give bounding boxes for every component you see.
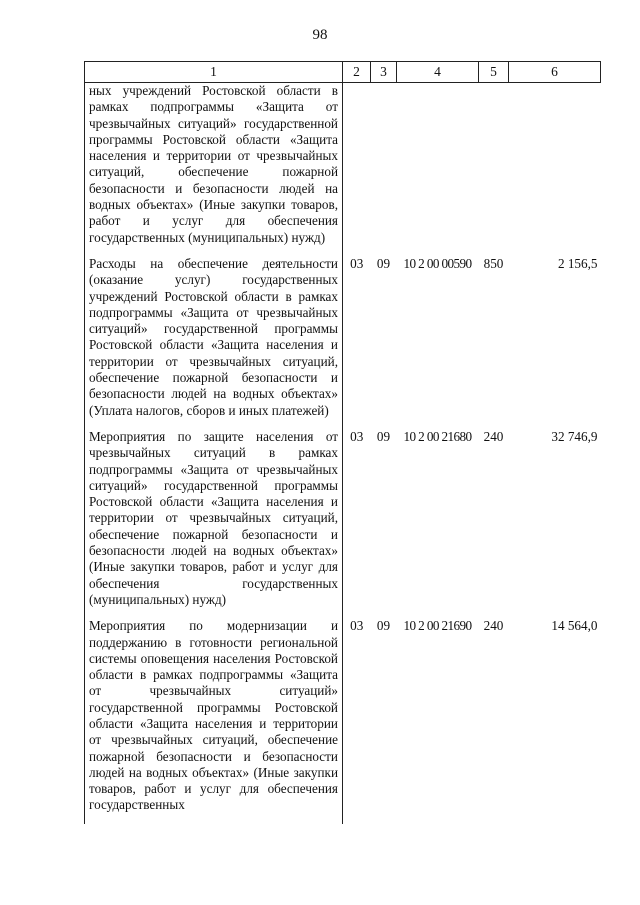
row-target-code (397, 83, 479, 256)
column-header-5: 5 (479, 62, 509, 83)
row-expense-type: 850 (483, 255, 504, 271)
column-header-4: 4 (397, 62, 479, 83)
table-header-row (85, 62, 601, 83)
row-amount: 2 156,5 (557, 255, 598, 271)
page-number: 98 (312, 27, 328, 43)
column-header-6: 6 (509, 62, 601, 83)
row-expense-type (479, 83, 509, 256)
row-target-code: 10 2 00 00590 (403, 255, 472, 271)
row-description: Мероприятия по модернизации и поддержанию в готовности региональной системы оповещения населения Ростовской области в рамках подпрограммы «Защита от чрезвычайных ситуаций» государственной программы Ростовской области «Защита населения и территории от чрезвычайных ситуаций, обеспечение пожарной безопасности и безопасности людей на водных объектах» (Иные закупки товаров, работ и услуг для обеспечения государственных (85, 618, 343, 824)
row-section: 03 (350, 255, 364, 271)
table-row (85, 256, 601, 429)
budget-table (84, 61, 601, 824)
row-section: 03 (350, 428, 364, 444)
row-subsection: 09 (376, 618, 391, 634)
row-subsection (371, 83, 397, 256)
table-row (85, 83, 601, 256)
column-header-1: 1 (85, 62, 343, 83)
table-row (85, 618, 601, 824)
row-amount: 32 746,9 (551, 428, 598, 444)
row-target-code: 10 2 00 21680 (403, 428, 472, 444)
row-expense-type: 240 (483, 428, 504, 444)
row-target-code: 10 2 00 21690 (403, 618, 472, 634)
row-description: Расходы на обеспечение деятельности (оказание услуг) государственных учреждений Ростовской области в рамках подпрограммы «Защита от чрезвычайных ситуаций» государственной программы Ростовской области «Защита населения и территории от чрезвычайных ситуаций, обеспечение пожарной безопасности и безопасности людей на водных объектах» (Уплата налогов, сборов и иных платежей) (85, 256, 343, 429)
row-subsection: 09 (376, 428, 391, 444)
row-amount: 14 564,0 (551, 618, 598, 634)
table-row (85, 429, 601, 618)
row-description: ных учреждений Ростовской области в рамках подпрограммы «Защита от чрезвычайных ситуаций» государственной программы Ростовской области «Защита населения и территории от чрезвычайных ситуаций, обеспечение пожарной безопасности и безопасности людей на водных объектах» (Иные закупки товаров, работ и услуг для обеспечения государственных (муниципальных) нужд) (85, 83, 343, 256)
row-expense-type: 240 (483, 618, 504, 634)
row-description: Мероприятия по защите населения от чрезвычайных ситуаций в рамках подпрограммы «Защита от чрезвычайных ситуаций» государственной программы Ростовской области «Защита населения и территории от чрезвычайных ситуаций, обеспечение пожарной безопасности и безопасности людей на водных объектах» (Иные закупки товаров, работ и услуг для обеспечения государственных (муниципальных) нужд) (85, 429, 343, 618)
column-header-2: 2 (343, 62, 371, 83)
row-section (343, 83, 371, 256)
row-subsection: 09 (376, 255, 391, 271)
row-section: 03 (350, 618, 364, 634)
row-amount (509, 83, 601, 256)
column-header-3: 3 (371, 62, 397, 83)
